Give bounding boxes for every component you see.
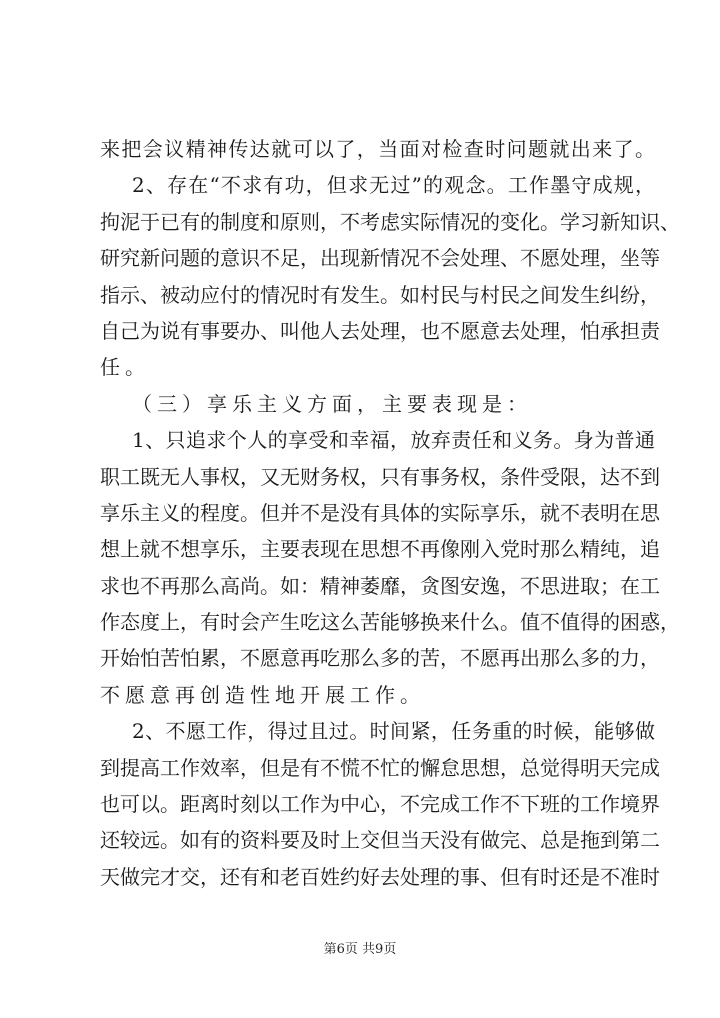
text-line: 1、只追求个人的享受和幸福，放弃责任和义务。身为普通 xyxy=(132,428,655,453)
text-line: 自己为说有事要办、叫他人去处理，也不愿意去处理，怕承担责 xyxy=(100,318,660,343)
text-line: 拘泥于已有的制度和原则，不考虑实际情况的变化。学习新知识、 xyxy=(100,209,680,234)
section-heading: （三）享乐主义方面，主要表现是： xyxy=(132,391,532,416)
document-body xyxy=(100,131,680,895)
text-line: 作态度上，有时会产生吃这么苦能够换来什么。值不值得的困惑， xyxy=(100,610,680,635)
text-line: 还较远。如有的资料要及时上交但当天没有做完、总是拖到第二 xyxy=(100,828,660,853)
text-line: 2、存在“不求有功，但求无过”的观念。工作墨守成规， xyxy=(132,173,655,198)
text-line: 不愿意再创造性地开展工作。 xyxy=(100,682,425,707)
text-line: 想上就不想享乐，主要表现在思想不再像刚入党时那么精纯，追 xyxy=(100,537,660,562)
page-number: 第6页 共9页 xyxy=(323,942,397,957)
text-line: 享乐主义的程度。但并不是没有具体的实际享乐，就不表明在思 xyxy=(100,500,660,525)
text-line: 任。 xyxy=(100,355,150,380)
text-line: 开始怕苦怕累，不愿意再吃那么多的苦，不愿再出那么多的力， xyxy=(100,646,660,671)
text-line: 来把会议精神传达就可以了，当面对检查时问题就出来了。 xyxy=(100,137,655,161)
text-line: 求也不再那么高尚。如：精神萎靡，贪图安逸，不思进取；在工 xyxy=(100,573,660,598)
text-line: 研究新问题的意识不足，出现新情况不会处理、不愿处理，坐等 xyxy=(100,246,660,271)
text-line: 职工既无人事权，又无财务权，只有事务权，条件受限，达不到 xyxy=(100,464,660,489)
text-line: 到提高工作效率，但是有不慌不忙的懈怠思想，总觉得明天完成 xyxy=(100,755,660,780)
text-line: 2、不愿工作，得过且过。时间紧，任务重的时候，能够做 xyxy=(132,719,655,744)
text-line: 也可以。距离时刻以工作为中心，不完成工作不下班的工作境界 xyxy=(100,792,660,817)
text-line: 指示、被动应付的情况时有发生。如村民与村民之间发生纠纷， xyxy=(100,282,660,307)
text-line: 天做完才交，还有和老百姓约好去处理的事、但有时还是不准时 xyxy=(100,864,660,889)
